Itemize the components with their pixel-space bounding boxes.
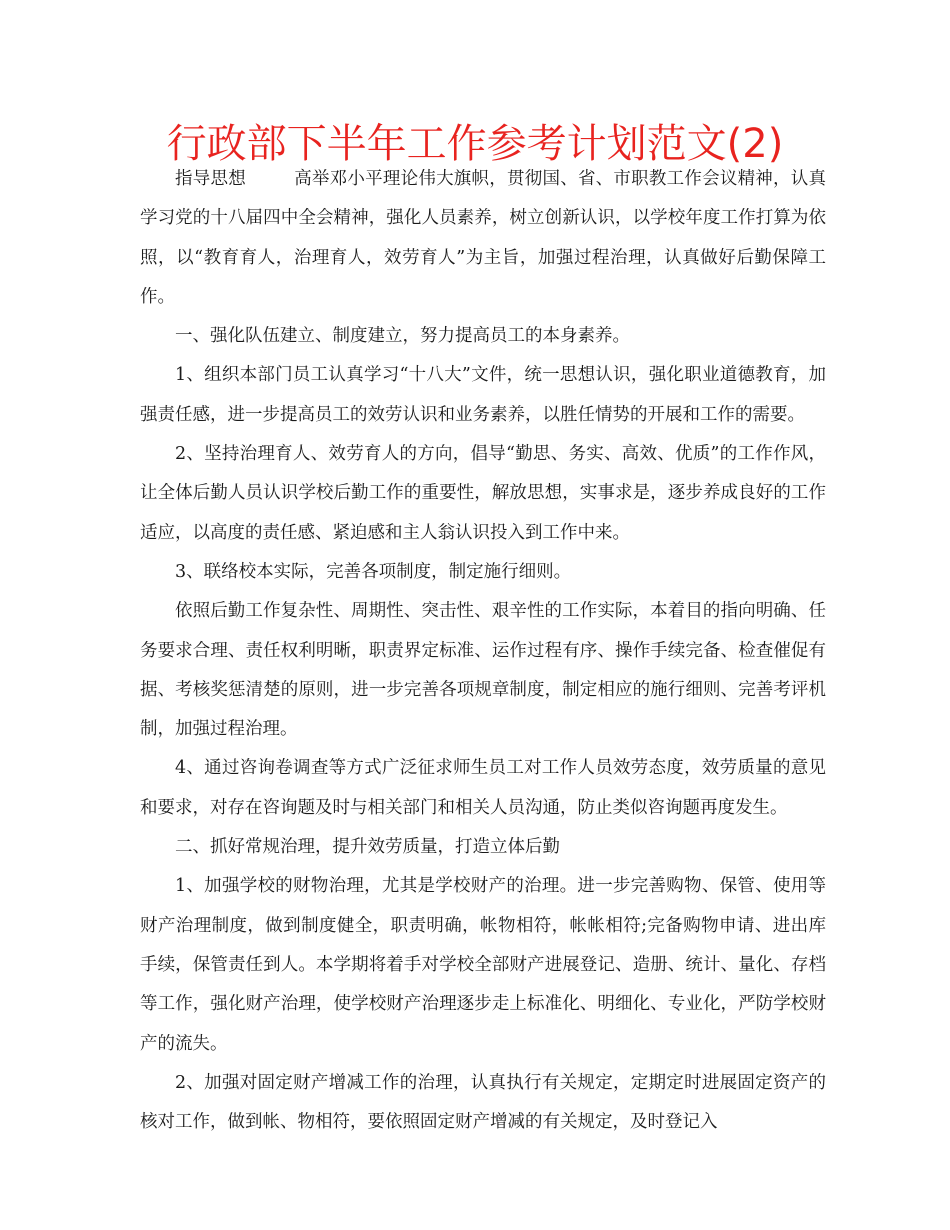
document-body xyxy=(140,160,826,1142)
paragraph-item-3: 3、联络校本实际，完善各项制度，制定施行细则。 xyxy=(175,561,572,582)
paragraph-item-3-detail: 依照后勤工作复杂性、周期性、突击性、艰辛性的工作实际，本着目的指向明确、任务要求合理、责任权利明晰，职责界定标准、运作过程有序、操作手续完备、检查催促有据、考核奖惩清楚的原则，进一步完善各项规章制度，制定相应的施行细则、完善考评机制，加强过程治理。 xyxy=(140,601,826,740)
paragraph-text: 高举邓小平理论伟大旗帜，贯彻国、省、市职教工作会议精神，认真学习党的十八届四中全会精神，强化人员素养，树立创新认识，以学校年度工作打算为依照，以“教育育人，治理育人，效劳育人”为主旨，加强过程治理，认真做好后勤保障工作。 xyxy=(140,169,827,307)
paragraph-item-1: 1、组织本部门员工认真学习“十八大”文件，统一思想认识，强化职业道德教育，加强责任感，进一步提高员工的效劳认识和业务素养，以胜任情势的开展和工作的需要。 xyxy=(140,365,826,425)
paragraph-section-2-item-1: 1、加强学校的财物治理，尤其是学校财产的治理。进一步完善购物、保管、使用等财产治理制度，做到制度健全，职责明确，帐物相符，帐帐相符;完备购物申请、进出库手续，保管责任到人。本学期将着手对学校全部财产进展登记、造册、统计、量化、存档等工作，强化财产治理，使学校财产治理逐步走上标准化、明细化、专业化，严防学校财产的流失。 xyxy=(140,876,826,1054)
heading-section-1: 一、强化队伍建立、制度建立，努力提高员工的本身素养。 xyxy=(175,326,630,347)
paragraph-item-4: 4、通过咨询卷调查等方式广泛征求师生员工对工作人员效劳态度，效劳质量的意见和要求，对存在咨询题及时与相关部门和相关人员沟通，防止类似咨询题再度发生。 xyxy=(140,758,826,818)
heading-section-2: 二、抓好常规治理，提升效劳质量，打造立体后勤 xyxy=(175,837,560,858)
paragraph-item-2: 2、坚持治理育人、效劳育人的方向，倡导“勤思、务实、高效、优质”的工作作风，让全体后勤人员认识学校后勤工作的重要性，解放思想，实事求是，逐步养成良好的工作适应，以高度的责任感、紧迫感和主人翁认识投入到工作中来。 xyxy=(140,444,826,543)
paragraph-guiding-thought xyxy=(140,160,826,317)
document-title: 行政部下半年工作参考计划范文(2) xyxy=(166,121,784,167)
guide-label: 指导思想 xyxy=(175,169,246,189)
paragraph-section-2-item-2: 2、加强对固定财产增减工作的治理，认真执行有关规定，定期定时进展固定资产的核对工作，做到帐、物相符，要依照固定财产增减的有关规定，及时登记入 xyxy=(140,1072,826,1133)
